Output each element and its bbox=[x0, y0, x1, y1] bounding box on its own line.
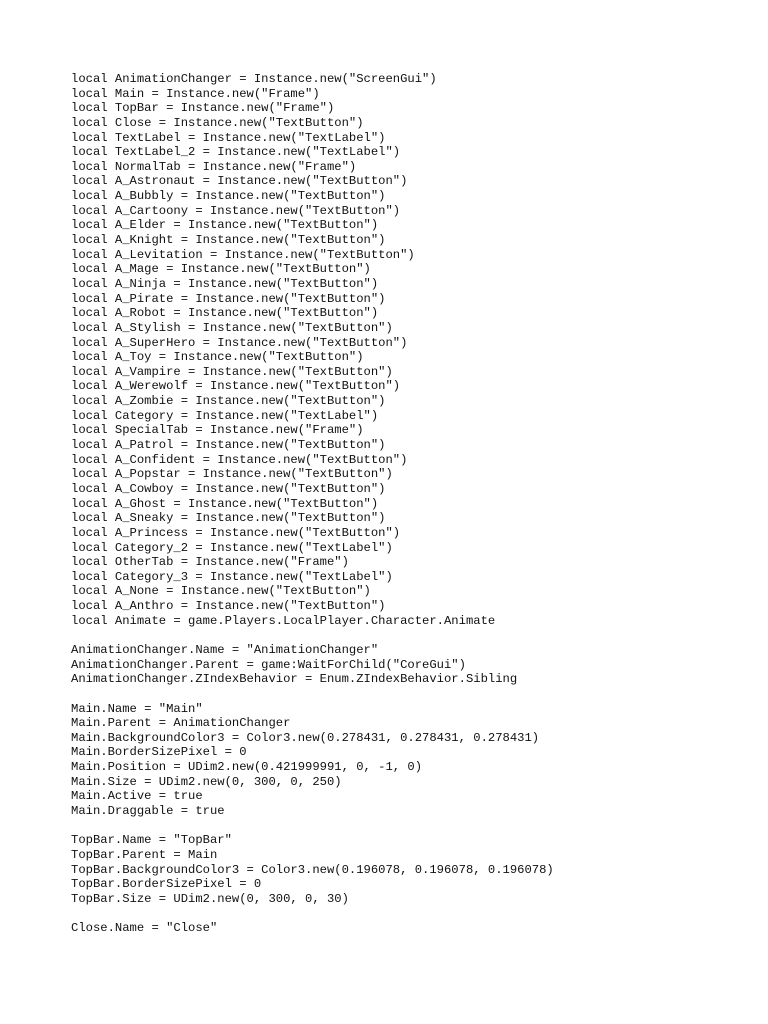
code-line bbox=[71, 907, 554, 922]
code-line: local TopBar = Instance.new("Frame") bbox=[71, 101, 335, 116]
code-line: local A_Werewolf = Instance.new("TextButton") bbox=[71, 379, 401, 394]
code-line: local A_Toy = Instance.new("TextButton") bbox=[71, 350, 364, 365]
code-line: local A_Patrol = Instance.new("TextButton") bbox=[71, 438, 386, 453]
code-line: local A_Robot = Instance.new("TextButton") bbox=[71, 306, 379, 321]
code-line: AnimationChanger.Name = "AnimationChanger" bbox=[71, 642, 379, 657]
code-line bbox=[71, 687, 554, 702]
code-line: local A_Astronaut = Instance.new("TextButton") bbox=[71, 174, 408, 189]
code-block bbox=[71, 72, 554, 936]
code-line: local A_Knight = Instance.new("TextButton") bbox=[71, 233, 386, 248]
code-line: local A_Cartoony = Instance.new("TextButton") bbox=[71, 203, 401, 218]
code-line: TopBar.Size = UDim2.new(0, 300, 0, 30) bbox=[71, 891, 349, 906]
code-line: TopBar.BackgroundColor3 = Color3.new(0.196078, 0.196078, 0.196078) bbox=[71, 862, 554, 877]
code-line: Main.BorderSizePixel = 0 bbox=[71, 745, 247, 760]
code-line: local A_Confident = Instance.new("TextButton") bbox=[71, 452, 408, 467]
code-line: local Category = Instance.new("TextLabel") bbox=[71, 408, 379, 423]
code-line: local A_SuperHero = Instance.new("TextButton") bbox=[71, 335, 408, 350]
code-line: local A_Sneaky = Instance.new("TextButton") bbox=[71, 511, 386, 526]
code-line: local NormalTab = Instance.new("Frame") bbox=[71, 159, 357, 174]
code-line bbox=[71, 819, 554, 834]
code-line: Main.Position = UDim2.new(0.421999991, 0, -1, 0) bbox=[71, 760, 423, 775]
code-line: local Category_2 = Instance.new("TextLabel") bbox=[71, 540, 393, 555]
code-line: Main.BackgroundColor3 = Color3.new(0.278431, 0.278431, 0.278431) bbox=[71, 730, 540, 745]
code-line: local TextLabel = Instance.new("TextLabel") bbox=[71, 130, 386, 145]
code-line: local A_Popstar = Instance.new("TextButton") bbox=[71, 467, 393, 482]
code-line: local A_Princess = Instance.new("TextButton") bbox=[71, 525, 401, 540]
code-line: local A_Pirate = Instance.new("TextButton") bbox=[71, 291, 386, 306]
code-line: local A_None = Instance.new("TextButton") bbox=[71, 584, 371, 599]
code-line: local A_Levitation = Instance.new("TextButton") bbox=[71, 247, 415, 262]
code-line: local A_Zombie = Instance.new("TextButton") bbox=[71, 394, 386, 409]
code-line: local Animate = game.Players.LocalPlayer.Character.Animate bbox=[71, 613, 496, 628]
code-line: local Category_3 = Instance.new("TextLabel") bbox=[71, 569, 393, 584]
code-line: Main.Active = true bbox=[71, 789, 203, 804]
code-line: local A_Ninja = Instance.new("TextButton") bbox=[71, 276, 379, 291]
code-line: Main.Name = "Main" bbox=[71, 701, 203, 716]
code-line: local A_Mage = Instance.new("TextButton") bbox=[71, 262, 371, 277]
code-line: local A_Anthro = Instance.new("TextButton") bbox=[71, 599, 386, 614]
code-line: Main.Size = UDim2.new(0, 300, 0, 250) bbox=[71, 774, 342, 789]
code-line: local AnimationChanger = Instance.new("ScreenGui") bbox=[71, 72, 437, 86]
code-line: local SpecialTab = Instance.new("Frame") bbox=[71, 423, 364, 438]
code-line: AnimationChanger.Parent = game:WaitForChild("CoreGui") bbox=[71, 657, 466, 672]
code-line: local A_Ghost = Instance.new("TextButton") bbox=[71, 496, 379, 511]
code-line: local OtherTab = Instance.new("Frame") bbox=[71, 555, 349, 570]
code-line: local Close = Instance.new("TextButton") bbox=[71, 115, 364, 130]
code-line bbox=[71, 628, 554, 643]
code-line: local A_Stylish = Instance.new("TextButton") bbox=[71, 320, 393, 335]
code-line: local A_Cowboy = Instance.new("TextButton") bbox=[71, 481, 386, 496]
code-line: AnimationChanger.ZIndexBehavior = Enum.ZIndexBehavior.Sibling bbox=[71, 672, 518, 687]
code-line: Main.Draggable = true bbox=[71, 804, 225, 819]
code-line: local A_Elder = Instance.new("TextButton") bbox=[71, 218, 379, 233]
code-line: TopBar.Name = "TopBar" bbox=[71, 833, 232, 848]
code-line: local TextLabel_2 = Instance.new("TextLabel") bbox=[71, 145, 401, 160]
code-line: Main.Parent = AnimationChanger bbox=[71, 716, 291, 731]
code-line: local A_Vampire = Instance.new("TextButton") bbox=[71, 364, 393, 379]
code-line: local A_Bubbly = Instance.new("TextButton") bbox=[71, 189, 386, 204]
code-line: Close.Name = "Close" bbox=[71, 921, 218, 936]
code-line: TopBar.BorderSizePixel = 0 bbox=[71, 877, 262, 892]
code-line: local Main = Instance.new("Frame") bbox=[71, 86, 320, 101]
code-line: TopBar.Parent = Main bbox=[71, 847, 218, 862]
